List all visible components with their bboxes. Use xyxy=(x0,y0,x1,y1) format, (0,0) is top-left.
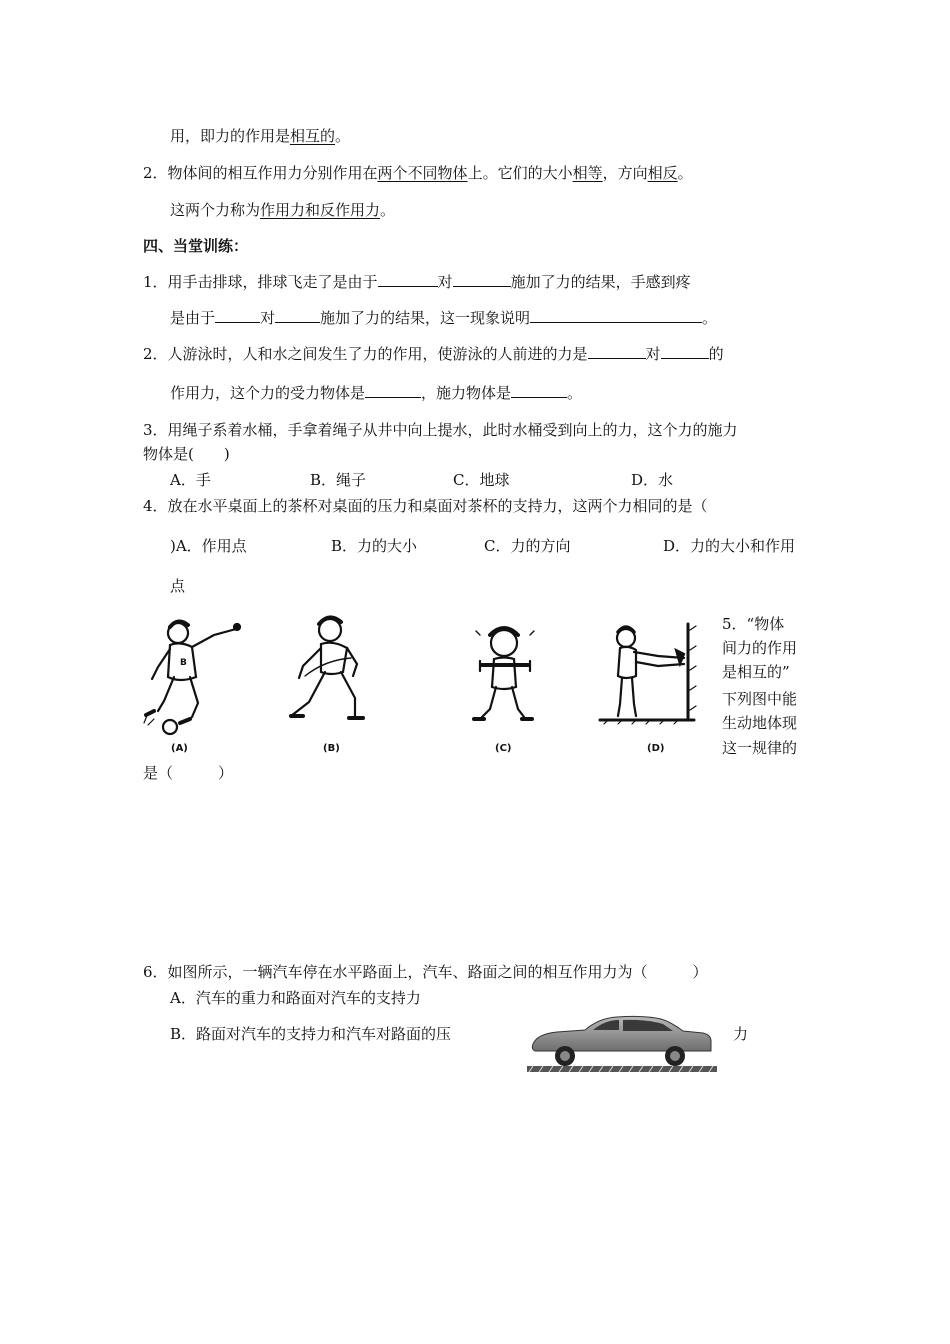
question-3-option-d[interactable]: D．水 xyxy=(631,471,674,489)
text: 施加了力的结果，这一现象说明 xyxy=(320,309,531,327)
underlined-answer: 相反 xyxy=(647,164,678,182)
answer-blank[interactable] xyxy=(378,272,438,287)
answer-blank[interactable] xyxy=(275,308,320,323)
question-5-end: 是（ ） xyxy=(143,764,234,782)
intro-line-3 xyxy=(170,200,395,220)
underlined-answer: 作用力和反作用力 xyxy=(260,201,381,219)
answer-blank[interactable] xyxy=(365,383,421,398)
text: 。 xyxy=(380,201,396,219)
intro-line-2 xyxy=(143,163,693,183)
question-3-option-c[interactable]: C．地球 xyxy=(453,471,510,489)
question-5-side-line-1: 5．“物体 xyxy=(722,615,785,633)
question-5-side-line-2: 间力的作用 xyxy=(722,639,798,657)
text: 是由于 xyxy=(170,309,216,327)
svg-text:B: B xyxy=(180,658,187,668)
question-5-side-line-5: 生动地体现 xyxy=(722,714,798,732)
figure-c-stretching-expander xyxy=(460,625,550,725)
question-4-option-d[interactable]: D．力的大小和作用 xyxy=(663,537,796,555)
question-3-stem-1: 3．用绳子系着水桶，手拿着绳子从井中向上提水，此时水桶受到向上的力，这个力的施力 xyxy=(143,421,738,439)
question-5-side-line-6: 这一规律的 xyxy=(722,739,798,757)
answer-blank[interactable] xyxy=(588,344,646,359)
underlined-answer: 相等 xyxy=(572,164,603,182)
text: 这两个力称为 xyxy=(170,201,261,219)
text: 对 xyxy=(260,309,276,327)
answer-blank[interactable] xyxy=(661,344,709,359)
figure-a-kicking-ball xyxy=(140,615,250,740)
question-6-stem: 6．如图所示，一辆汽车停在水平路面上，汽车、路面之间的相互作用力为（ ） xyxy=(143,963,708,981)
question-4-wrap: 点 xyxy=(170,577,186,595)
question-4-option-b[interactable]: B．力的大小 xyxy=(331,537,418,555)
question-1-line-1 xyxy=(143,272,691,292)
question-3-option-b[interactable]: B．绳子 xyxy=(310,471,367,489)
text: 对 xyxy=(645,345,661,363)
answer-blank[interactable] xyxy=(453,272,511,287)
question-3-stem-2: 物体是( ) xyxy=(143,445,230,463)
section-title: 四、当堂训练： xyxy=(143,237,249,255)
figure-d-pushing-wall xyxy=(598,620,708,725)
question-4-stem: 4．放在水平桌面上的茶杯对桌面的压力和桌面对茶杯的支持力，这两个力相同的是（ xyxy=(143,497,708,515)
answer-blank[interactable] xyxy=(215,308,260,323)
question-4-option-a[interactable]: )A．作用点 xyxy=(170,537,247,555)
text: 的 xyxy=(708,345,724,363)
text: 2．物体间的相互作用力分别作用在 xyxy=(143,164,378,182)
text: 1．用手击排球，排球飞走了是由于 xyxy=(143,273,378,291)
question-6-option-b-tail: 力 xyxy=(733,1025,749,1043)
figure-d-label: (D) xyxy=(647,743,665,754)
text: ，方向 xyxy=(602,164,648,182)
text: 。 xyxy=(335,127,351,145)
question-5-side-line-3: 是相互的” xyxy=(722,663,790,681)
text: 用，即力的作用是 xyxy=(170,127,291,145)
text: 2．人游泳时，人和水之间发生了力的作用，使游泳的人前进的力是 xyxy=(143,345,588,363)
question-6-option-b[interactable]: B．路面对汽车的支持力和汽车对路面的压 xyxy=(170,1025,452,1043)
underlined-answer: 两个不同物体 xyxy=(377,164,468,182)
text: 对 xyxy=(437,273,453,291)
figure-b-pulling-spring xyxy=(285,612,385,727)
question-2-line-1 xyxy=(143,344,724,364)
figure-c-label: (C) xyxy=(495,743,512,754)
question-2-line-2 xyxy=(170,383,582,403)
question-3-option-a[interactable]: A．手 xyxy=(170,471,211,489)
text: 。 xyxy=(567,384,583,402)
question-4-option-c[interactable]: C．力的方向 xyxy=(484,537,571,555)
figure-a-label: (A) xyxy=(171,743,188,754)
car-on-road-figure xyxy=(527,1014,717,1072)
text: 施加了力的结果，手感到疼 xyxy=(510,273,691,291)
question-5-side-line-4: 下列图中能 xyxy=(722,690,798,708)
question-1-line-2 xyxy=(170,308,717,328)
underlined-answer: 相互的 xyxy=(290,127,336,145)
answer-blank[interactable] xyxy=(511,383,567,398)
question-6-option-a[interactable]: A．汽车的重力和路面对汽车的支持力 xyxy=(170,989,421,1007)
text: 。 xyxy=(677,164,693,182)
intro-line-1 xyxy=(170,126,350,146)
answer-blank[interactable] xyxy=(530,308,702,323)
figure-b-label: (B) xyxy=(323,743,340,754)
text: 。 xyxy=(702,309,718,327)
text: 作用力，这个力的受力物体是 xyxy=(170,384,366,402)
text: 上。它们的大小 xyxy=(467,164,573,182)
text: ，施力物体是 xyxy=(421,384,512,402)
